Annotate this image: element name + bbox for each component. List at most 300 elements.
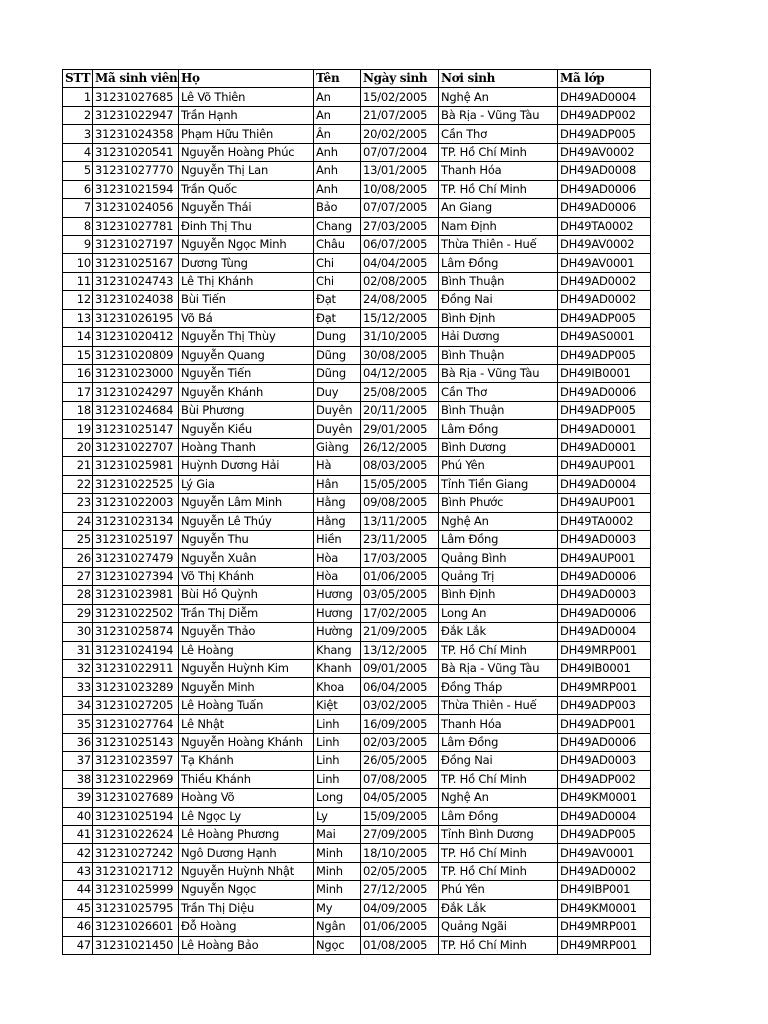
cell-ma-sinh-vien: 31231022525 <box>93 475 179 493</box>
cell-stt: 12 <box>63 291 93 309</box>
cell-ma-sinh-vien: 31231022003 <box>93 494 179 512</box>
cell-stt: 4 <box>63 143 93 161</box>
cell-ho: Lê Nhật <box>179 715 314 733</box>
cell-ngay-sinh: 15/02/2005 <box>361 88 439 106</box>
cell-stt: 44 <box>63 881 93 899</box>
cell-noi-sinh: TP. Hồ Chí Minh <box>439 844 558 862</box>
cell-noi-sinh: Tỉnh Tiền Giang <box>439 475 558 493</box>
cell-ten: Kiệt <box>314 696 361 714</box>
cell-ma-lop: DH49AD0003 <box>558 530 651 548</box>
cell-ngay-sinh: 16/09/2005 <box>361 715 439 733</box>
cell-noi-sinh: Phú Yên <box>439 881 558 899</box>
cell-noi-sinh: Bình Thuận <box>439 272 558 290</box>
cell-noi-sinh: Bình Phước <box>439 494 558 512</box>
table-row <box>63 309 651 327</box>
cell-ten: Hiền <box>314 530 361 548</box>
cell-ma-sinh-vien: 31231026601 <box>93 918 179 936</box>
cell-noi-sinh: Đồng Nai <box>439 752 558 770</box>
cell-ngay-sinh: 04/12/2005 <box>361 365 439 383</box>
table-row <box>63 254 651 272</box>
cell-ten: Anh <box>314 180 361 198</box>
table-row <box>63 678 651 696</box>
table-row <box>63 918 651 936</box>
cell-ho: Đinh Thị Thu <box>179 217 314 235</box>
cell-ngay-sinh: 13/12/2005 <box>361 641 439 659</box>
cell-noi-sinh: Bà Rịa - Vũng Tàu <box>439 660 558 678</box>
cell-stt: 40 <box>63 807 93 825</box>
cell-ma-sinh-vien: 31231026195 <box>93 309 179 327</box>
cell-ho: Trần Thị Diệu <box>179 899 314 917</box>
header-row <box>63 70 651 88</box>
table-row <box>63 235 651 253</box>
cell-ho: Lý Gia <box>179 475 314 493</box>
cell-ten: Hằng <box>314 494 361 512</box>
cell-stt: 36 <box>63 733 93 751</box>
cell-stt: 10 <box>63 254 93 272</box>
cell-noi-sinh: Bình Định <box>439 309 558 327</box>
cell-ho: Nguyễn Hoàng Phúc <box>179 143 314 161</box>
cell-stt: 38 <box>63 770 93 788</box>
table-row <box>63 401 651 419</box>
cell-ma-lop: DH49AD0002 <box>558 291 651 309</box>
cell-ho: Nguyễn Huỳnh Kim <box>179 660 314 678</box>
cell-ma-lop: DH49KM0001 <box>558 899 651 917</box>
cell-ma-lop: DH49AD0008 <box>558 162 651 180</box>
cell-stt: 32 <box>63 660 93 678</box>
cell-ma-lop: DH49AD0003 <box>558 586 651 604</box>
cell-ma-lop: DH49TA0002 <box>558 217 651 235</box>
cell-ma-lop: DH49AD0006 <box>558 604 651 622</box>
header-stt: STT <box>63 70 93 88</box>
cell-stt: 16 <box>63 365 93 383</box>
cell-ma-sinh-vien: 31231025147 <box>93 420 179 438</box>
cell-ngay-sinh: 15/09/2005 <box>361 807 439 825</box>
cell-ten: Minh <box>314 862 361 880</box>
cell-ten: Khoa <box>314 678 361 696</box>
cell-stt: 33 <box>63 678 93 696</box>
cell-ma-lop: DH49ADP005 <box>558 346 651 364</box>
cell-ngay-sinh: 13/01/2005 <box>361 162 439 180</box>
table-row <box>63 365 651 383</box>
cell-ma-lop: DH49AUP001 <box>558 457 651 475</box>
cell-ngay-sinh: 01/06/2005 <box>361 918 439 936</box>
table-row <box>63 143 651 161</box>
cell-ho: Huỳnh Dương Hải <box>179 457 314 475</box>
cell-noi-sinh: Bình Định <box>439 586 558 604</box>
cell-stt: 8 <box>63 217 93 235</box>
student-list-table <box>62 69 651 955</box>
cell-stt: 1 <box>63 88 93 106</box>
cell-noi-sinh: TP. Hồ Chí Minh <box>439 936 558 954</box>
cell-ngay-sinh: 15/05/2005 <box>361 475 439 493</box>
cell-ma-lop: DH49AD0004 <box>558 623 651 641</box>
cell-ten: Hương <box>314 604 361 622</box>
cell-ngay-sinh: 10/08/2005 <box>361 180 439 198</box>
cell-ma-lop: DH49ADP003 <box>558 696 651 714</box>
cell-noi-sinh: Đồng Nai <box>439 291 558 309</box>
cell-ngay-sinh: 29/01/2005 <box>361 420 439 438</box>
cell-ngay-sinh: 01/08/2005 <box>361 936 439 954</box>
cell-noi-sinh: Phú Yên <box>439 457 558 475</box>
cell-stt: 28 <box>63 586 93 604</box>
table-row <box>63 346 651 364</box>
cell-noi-sinh: Thừa Thiên - Huế <box>439 235 558 253</box>
cell-ma-sinh-vien: 31231025981 <box>93 457 179 475</box>
cell-ngay-sinh: 04/05/2005 <box>361 789 439 807</box>
cell-noi-sinh: Lâm Đồng <box>439 420 558 438</box>
cell-ma-lop: DH49AUP001 <box>558 549 651 567</box>
table-row <box>63 88 651 106</box>
cell-ten: Dũng <box>314 365 361 383</box>
cell-noi-sinh: Đồng Tháp <box>439 678 558 696</box>
cell-ma-lop: DH49ADP005 <box>558 825 651 843</box>
cell-ma-sinh-vien: 31231022947 <box>93 106 179 124</box>
cell-noi-sinh: TP. Hồ Chí Minh <box>439 180 558 198</box>
cell-ma-sinh-vien: 31231024194 <box>93 641 179 659</box>
cell-ma-sinh-vien: 31231024743 <box>93 272 179 290</box>
cell-ho: Nguyễn Thị Lan <box>179 162 314 180</box>
table-row <box>63 512 651 530</box>
cell-ten: Dũng <box>314 346 361 364</box>
cell-noi-sinh: Thừa Thiên - Huế <box>439 696 558 714</box>
cell-noi-sinh: TP. Hồ Chí Minh <box>439 862 558 880</box>
cell-noi-sinh: Thanh Hóa <box>439 162 558 180</box>
cell-ngay-sinh: 07/07/2004 <box>361 143 439 161</box>
cell-ngay-sinh: 21/07/2005 <box>361 106 439 124</box>
table-row <box>63 733 651 751</box>
table-row <box>63 807 651 825</box>
cell-ho: Nguyễn Khánh <box>179 383 314 401</box>
cell-ho: Lê Võ Thiên <box>179 88 314 106</box>
cell-ho: Trần Quốc <box>179 180 314 198</box>
cell-ten: Linh <box>314 752 361 770</box>
cell-noi-sinh: An Giang <box>439 199 558 217</box>
cell-ma-lop: DH49AS0001 <box>558 328 651 346</box>
cell-ma-lop: DH49ADP005 <box>558 401 651 419</box>
table-row <box>63 881 651 899</box>
cell-ma-sinh-vien: 31231022707 <box>93 438 179 456</box>
cell-ma-sinh-vien: 31231020809 <box>93 346 179 364</box>
cell-ma-lop: DH49MRP001 <box>558 678 651 696</box>
cell-ma-sinh-vien: 31231027689 <box>93 789 179 807</box>
cell-noi-sinh: Cần Thơ <box>439 383 558 401</box>
table-body <box>63 88 651 955</box>
cell-ma-lop: DH49MRP001 <box>558 936 651 954</box>
table-row <box>63 328 651 346</box>
cell-ma-sinh-vien: 31231022624 <box>93 825 179 843</box>
cell-stt: 43 <box>63 862 93 880</box>
cell-ma-sinh-vien: 31231027205 <box>93 696 179 714</box>
cell-ma-lop: DH49TA0002 <box>558 512 651 530</box>
cell-ngay-sinh: 09/08/2005 <box>361 494 439 512</box>
cell-ma-lop: DH49ADP001 <box>558 715 651 733</box>
cell-ma-sinh-vien: 31231023289 <box>93 678 179 696</box>
cell-ma-lop: DH49AD0006 <box>558 199 651 217</box>
cell-ten: An <box>314 106 361 124</box>
cell-noi-sinh: Lâm Đồng <box>439 807 558 825</box>
cell-ten: Minh <box>314 844 361 862</box>
cell-noi-sinh: Lâm Đồng <box>439 530 558 548</box>
cell-ngay-sinh: 07/08/2005 <box>361 770 439 788</box>
cell-noi-sinh: Tỉnh Bình Dương <box>439 825 558 843</box>
cell-ten: Bảo <box>314 199 361 217</box>
cell-ma-sinh-vien: 31231022502 <box>93 604 179 622</box>
cell-ma-sinh-vien: 31231025167 <box>93 254 179 272</box>
cell-ma-sinh-vien: 31231024358 <box>93 125 179 143</box>
cell-ma-sinh-vien: 31231025999 <box>93 881 179 899</box>
cell-stt: 18 <box>63 401 93 419</box>
cell-ho: Nguyễn Thái <box>179 199 314 217</box>
table-row <box>63 475 651 493</box>
cell-ma-sinh-vien: 31231020541 <box>93 143 179 161</box>
table-row <box>63 438 651 456</box>
cell-ma-sinh-vien: 31231027197 <box>93 235 179 253</box>
table-row <box>63 641 651 659</box>
cell-ma-sinh-vien: 31231024297 <box>93 383 179 401</box>
cell-ho: Lê Thị Khánh <box>179 272 314 290</box>
cell-ho: Lê Hoàng Phương <box>179 825 314 843</box>
cell-ma-sinh-vien: 31231025874 <box>93 623 179 641</box>
cell-ten: Châu <box>314 235 361 253</box>
cell-ma-lop: DH49AD0006 <box>558 567 651 585</box>
cell-ma-lop: DH49AV0002 <box>558 235 651 253</box>
cell-stt: 35 <box>63 715 93 733</box>
cell-ten: Ly <box>314 807 361 825</box>
table-row <box>63 530 651 548</box>
table-row <box>63 420 651 438</box>
cell-ten: Hòa <box>314 549 361 567</box>
cell-stt: 27 <box>63 567 93 585</box>
cell-ten: My <box>314 899 361 917</box>
cell-stt: 42 <box>63 844 93 862</box>
cell-noi-sinh: Nghệ An <box>439 88 558 106</box>
table-row <box>63 162 651 180</box>
cell-ma-sinh-vien: 31231025197 <box>93 530 179 548</box>
cell-ho: Lê Hoàng Tuấn <box>179 696 314 714</box>
cell-ngay-sinh: 03/05/2005 <box>361 586 439 604</box>
cell-ma-sinh-vien: 31231023134 <box>93 512 179 530</box>
cell-ma-lop: DH49AD0004 <box>558 807 651 825</box>
cell-ten: Giàng <box>314 438 361 456</box>
cell-noi-sinh: Quảng Trị <box>439 567 558 585</box>
cell-ten: Duyên <box>314 401 361 419</box>
table-row <box>63 199 651 217</box>
table-row <box>63 567 651 585</box>
cell-ho: Nguyễn Thảo <box>179 623 314 641</box>
table-row <box>63 623 651 641</box>
table-row <box>63 604 651 622</box>
cell-stt: 17 <box>63 383 93 401</box>
cell-ngay-sinh: 27/03/2005 <box>361 217 439 235</box>
cell-noi-sinh: Đắk Lắk <box>439 899 558 917</box>
cell-ngay-sinh: 23/11/2005 <box>361 530 439 548</box>
table-row <box>63 457 651 475</box>
cell-ngay-sinh: 26/12/2005 <box>361 438 439 456</box>
cell-ten: Mai <box>314 825 361 843</box>
cell-noi-sinh: TP. Hồ Chí Minh <box>439 770 558 788</box>
cell-ma-lop: DH49AD0004 <box>558 475 651 493</box>
cell-ten: Linh <box>314 715 361 733</box>
cell-noi-sinh: Long An <box>439 604 558 622</box>
cell-ngay-sinh: 04/09/2005 <box>361 899 439 917</box>
cell-ngay-sinh: 09/01/2005 <box>361 660 439 678</box>
cell-ho: Dương Tùng <box>179 254 314 272</box>
cell-ma-lop: DH49AV0002 <box>558 143 651 161</box>
cell-ngay-sinh: 17/02/2005 <box>361 604 439 622</box>
cell-ngay-sinh: 13/11/2005 <box>361 512 439 530</box>
cell-noi-sinh: Bình Thuận <box>439 401 558 419</box>
cell-stt: 13 <box>63 309 93 327</box>
cell-ma-sinh-vien: 31231023597 <box>93 752 179 770</box>
cell-stt: 30 <box>63 623 93 641</box>
cell-ho: Bùi Phương <box>179 401 314 419</box>
cell-ma-lop: DH49AD0006 <box>558 733 651 751</box>
cell-ma-sinh-vien: 31231024056 <box>93 199 179 217</box>
cell-ma-lop: DH49ADP002 <box>558 106 651 124</box>
cell-ma-lop: DH49KM0001 <box>558 789 651 807</box>
table-row <box>63 770 651 788</box>
cell-ma-sinh-vien: 31231021594 <box>93 180 179 198</box>
cell-ten: Duy <box>314 383 361 401</box>
cell-stt: 15 <box>63 346 93 364</box>
cell-ho: Đỗ Hoàng <box>179 918 314 936</box>
cell-stt: 9 <box>63 235 93 253</box>
cell-ma-sinh-vien: 31231021712 <box>93 862 179 880</box>
cell-ngay-sinh: 01/06/2005 <box>361 567 439 585</box>
cell-ngay-sinh: 17/03/2005 <box>361 549 439 567</box>
cell-ho: Nguyễn Kiều <box>179 420 314 438</box>
cell-ngay-sinh: 15/12/2005 <box>361 309 439 327</box>
cell-ngay-sinh: 26/05/2005 <box>361 752 439 770</box>
cell-ma-sinh-vien: 31231020412 <box>93 328 179 346</box>
cell-ho: Phạm Hữu Thiên <box>179 125 314 143</box>
cell-ngay-sinh: 25/08/2005 <box>361 383 439 401</box>
cell-ten: Khanh <box>314 660 361 678</box>
cell-noi-sinh: Quảng Ngãi <box>439 918 558 936</box>
table-row <box>63 660 651 678</box>
cell-ma-lop: DH49AD0006 <box>558 383 651 401</box>
header-ngay-sinh: Ngày sinh <box>361 70 439 88</box>
cell-ma-lop: DH49AV0001 <box>558 844 651 862</box>
cell-ma-lop: DH49MRP001 <box>558 641 651 659</box>
cell-ten: Chang <box>314 217 361 235</box>
cell-ho: Nguyễn Lê Thúy <box>179 512 314 530</box>
cell-ten: Ngân <box>314 918 361 936</box>
table-row <box>63 789 651 807</box>
cell-stt: 47 <box>63 936 93 954</box>
cell-ma-lop: DH49AD0002 <box>558 272 651 290</box>
cell-ma-lop: DH49ADP005 <box>558 309 651 327</box>
cell-noi-sinh: Quảng Bình <box>439 549 558 567</box>
table-row <box>63 106 651 124</box>
header-ma-sinh-vien: Mã sinh viên <box>93 70 179 88</box>
cell-ngay-sinh: 06/04/2005 <box>361 678 439 696</box>
cell-ten: Chi <box>314 254 361 272</box>
table-row <box>63 549 651 567</box>
cell-ten: Ân <box>314 125 361 143</box>
cell-ho: Ngô Dương Hạnh <box>179 844 314 862</box>
cell-ho: Nguyễn Huỳnh Nhật <box>179 862 314 880</box>
cell-stt: 25 <box>63 530 93 548</box>
cell-ma-sinh-vien: 31231027242 <box>93 844 179 862</box>
cell-ma-sinh-vien: 31231027479 <box>93 549 179 567</box>
cell-ho: Lê Hoàng Bảo <box>179 936 314 954</box>
cell-stt: 3 <box>63 125 93 143</box>
cell-noi-sinh: TP. Hồ Chí Minh <box>439 143 558 161</box>
cell-noi-sinh: TP. Hồ Chí Minh <box>439 641 558 659</box>
cell-ngay-sinh: 24/08/2005 <box>361 291 439 309</box>
cell-ma-sinh-vien: 31231027685 <box>93 88 179 106</box>
table-row <box>63 844 651 862</box>
table-row <box>63 180 651 198</box>
cell-ngay-sinh: 27/09/2005 <box>361 825 439 843</box>
cell-ngay-sinh: 04/04/2005 <box>361 254 439 272</box>
cell-noi-sinh: Bình Dương <box>439 438 558 456</box>
cell-ma-lop: DH49AD0002 <box>558 862 651 880</box>
cell-ngay-sinh: 06/07/2005 <box>361 235 439 253</box>
cell-ten: Duyên <box>314 420 361 438</box>
cell-ten: Đạt <box>314 309 361 327</box>
table-row <box>63 494 651 512</box>
cell-ma-sinh-vien: 31231025795 <box>93 899 179 917</box>
cell-stt: 46 <box>63 918 93 936</box>
table-row <box>63 383 651 401</box>
cell-ho: Tạ Khánh <box>179 752 314 770</box>
cell-ten: Hân <box>314 475 361 493</box>
table-row <box>63 825 651 843</box>
cell-ma-lop: DH49AUP001 <box>558 494 651 512</box>
header-noi-sinh: Nơi sinh <box>439 70 558 88</box>
cell-ten: Hà <box>314 457 361 475</box>
cell-ho: Bùi Tiến <box>179 291 314 309</box>
cell-ho: Nguyễn Xuân <box>179 549 314 567</box>
cell-ten: Long <box>314 789 361 807</box>
cell-ma-sinh-vien: 31231025194 <box>93 807 179 825</box>
cell-ngay-sinh: 20/11/2005 <box>361 401 439 419</box>
cell-ten: Chi <box>314 272 361 290</box>
cell-ma-lop: DH49AD0006 <box>558 180 651 198</box>
cell-ho: Bùi Hồ Quỳnh <box>179 586 314 604</box>
table-row <box>63 862 651 880</box>
table-row <box>63 752 651 770</box>
cell-noi-sinh: Bà Rịa - Vũng Tàu <box>439 106 558 124</box>
table-row <box>63 696 651 714</box>
cell-stt: 37 <box>63 752 93 770</box>
cell-ma-sinh-vien: 31231023981 <box>93 586 179 604</box>
cell-ten: Anh <box>314 162 361 180</box>
cell-noi-sinh: Bà Rịa - Vũng Tàu <box>439 365 558 383</box>
cell-ma-sinh-vien: 31231024684 <box>93 401 179 419</box>
cell-ten: Linh <box>314 770 361 788</box>
cell-ma-lop: DH49IB0001 <box>558 365 651 383</box>
cell-ten: Linh <box>314 733 361 751</box>
cell-noi-sinh: Nam Định <box>439 217 558 235</box>
cell-stt: 22 <box>63 475 93 493</box>
cell-stt: 41 <box>63 825 93 843</box>
cell-ho: Lê Hoàng <box>179 641 314 659</box>
cell-stt: 26 <box>63 549 93 567</box>
cell-ngay-sinh: 02/08/2005 <box>361 272 439 290</box>
cell-ma-sinh-vien: 31231027394 <box>93 567 179 585</box>
cell-stt: 39 <box>63 789 93 807</box>
cell-noi-sinh: Cần Thơ <box>439 125 558 143</box>
cell-ma-lop: DH49AD0001 <box>558 438 651 456</box>
cell-stt: 20 <box>63 438 93 456</box>
cell-stt: 14 <box>63 328 93 346</box>
table-row <box>63 125 651 143</box>
cell-ma-sinh-vien: 31231024038 <box>93 291 179 309</box>
header-ten: Tên <box>314 70 361 88</box>
